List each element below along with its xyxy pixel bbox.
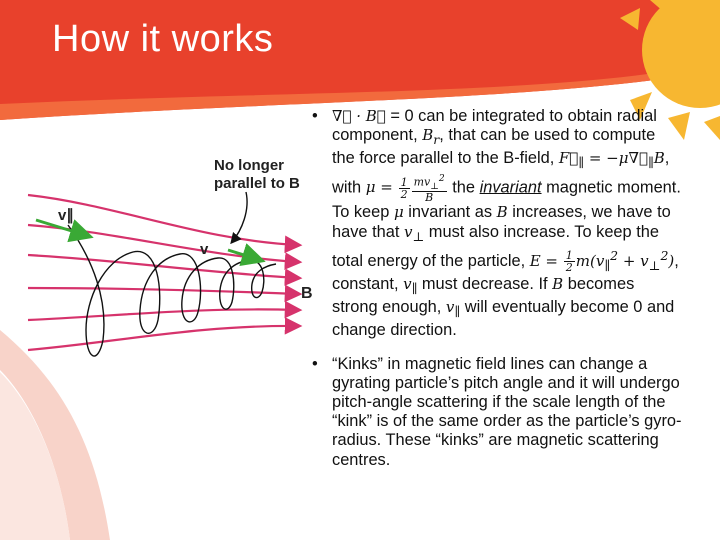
math-b: B	[496, 203, 508, 222]
math-v-par: $v_\parallel$	[403, 275, 418, 297]
sun-ray	[704, 116, 720, 140]
math-b: B	[552, 275, 564, 294]
slide-title: How it works	[52, 18, 274, 60]
field-line	[28, 326, 298, 350]
math-force-parallel: $F⃗_\parallel$ = $-\mu\nabla⃗_\parallel B$	[558, 149, 665, 171]
math-v-perp: $v_\perp$	[404, 222, 425, 244]
text-segment: invariant as	[403, 203, 497, 222]
text-segment: , that can be used to compute the force parallel to the B-field,	[332, 126, 656, 168]
annotation-line-2: parallel to B	[214, 175, 300, 192]
bullet-dot: •	[312, 354, 318, 373]
math-mu: μ	[393, 203, 404, 222]
annotation-pointer	[232, 192, 247, 242]
bullet-dot: •	[312, 107, 318, 125]
text-segment: becomes strong enough,	[332, 275, 635, 317]
sun-disc	[642, 0, 720, 108]
v-label: v	[200, 241, 209, 258]
text-segment: increases, we have to have that	[332, 203, 671, 241]
bullet-item	[310, 107, 682, 341]
text-segment: , with	[332, 149, 670, 197]
bullet-text: “Kinks” in magnetic field lines can change a gyrating particle’s pitch angle and it will undergo pitch-angle scattering if the scale length of the “kink” is of the same order as the particle’s gyro-radius. These “kinks” are magnetic scattering centres.	[332, 354, 682, 469]
math-div-b: ∇⃗ · B⃗	[332, 107, 386, 125]
text-segment: must also increase. To keep the total energy of the particle,	[332, 222, 660, 270]
text-segment: will eventually become 0 and change direction.	[332, 298, 675, 340]
math-br: $B_r$	[422, 126, 440, 148]
text-segment: magnetic moment. To keep	[332, 178, 681, 222]
text-segment: must decrease. If	[417, 275, 553, 294]
invariant-word: invariant	[479, 178, 542, 197]
magnetic-field-figure	[28, 150, 313, 420]
annotation-line-1: No longer	[214, 157, 284, 174]
math-mu-def: μ = $\frac{1}{2}$ $\frac{mv_\perp^2}{B}$	[365, 172, 445, 205]
math-energy: E = $\frac{1}{2}$ $m(v_\parallel^2 + v_\perp^2)$	[529, 247, 675, 275]
bullet-list	[310, 107, 682, 484]
b-label: B	[301, 285, 313, 302]
text-segment: = 0 can be integrated to obtain radial component,	[332, 107, 657, 145]
text-segment: , constant,	[332, 251, 679, 294]
field-line	[28, 309, 298, 320]
text-segment: the	[447, 178, 480, 197]
bullet-item	[310, 355, 682, 470]
math-v-par: $v_\parallel$	[445, 298, 461, 320]
v-parallel-label: v∥	[58, 207, 74, 224]
field-line	[28, 288, 298, 294]
